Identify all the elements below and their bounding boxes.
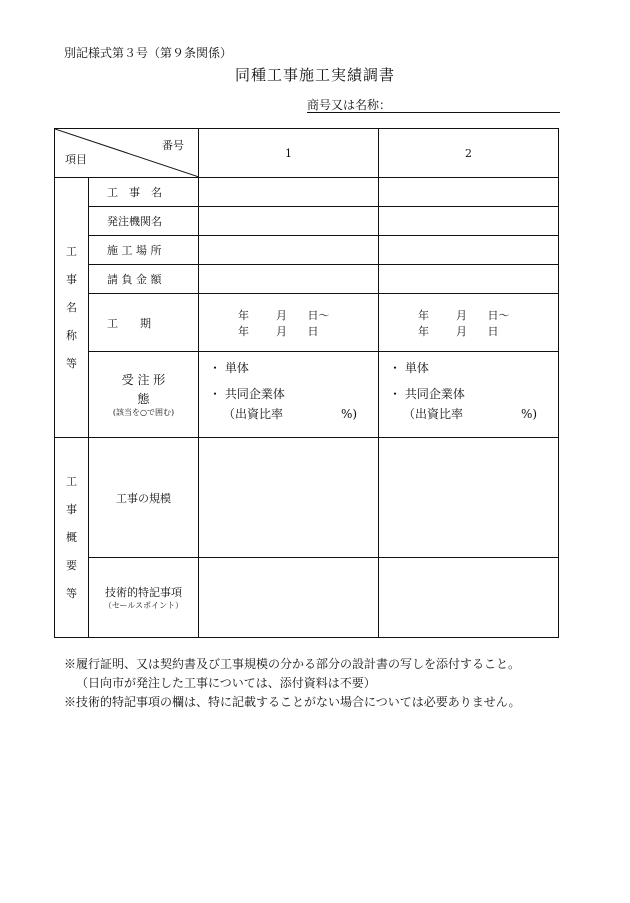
row-label-location: 施 工 場 所 [89,236,199,265]
row-label-work-name: 工 事 名 [89,178,199,207]
note-3: ※技術的特記事項の欄は、特に記載することがない場合については必要ありません。 [64,695,521,709]
column-header-2: 2 [379,129,559,178]
item-label: 項目 [65,153,87,166]
client-cell-2[interactable] [379,207,559,236]
row-label-client: 発注機関名 [89,207,199,236]
row-label-period: 工 期 [89,294,199,352]
header-diagonal-cell [55,129,199,178]
contract-type-cell-2[interactable]: ・ 単体 ・ 共同企業体 （出資比率 %) [379,352,559,438]
column-header-1: 1 [199,129,379,178]
location-cell-1[interactable] [199,236,379,265]
number-label: 番号 [162,139,184,152]
option-single[interactable]: ・ 単体 [209,361,249,375]
page-title: 同種工事施工実績調書 [234,66,395,84]
notes [64,655,624,712]
group-label-work-overview: 工 事 概 要 等 [55,438,89,638]
work-name-cell-1[interactable] [199,178,379,207]
client-cell-1[interactable] [199,207,379,236]
work-name-cell-2[interactable] [379,178,559,207]
form-id: 別記様式第３号（第９条関係） [64,46,233,60]
amount-cell-2[interactable] [379,265,559,294]
tech-notes-cell-2[interactable] [379,558,559,638]
row-label-amount: 請 負 金 額 [89,265,199,294]
contract-type-cell-1[interactable]: ・ 単体 ・ 共同企業体 （出資比率 %) [199,352,379,438]
row-label-contract-type: 受 注 形 態 (該当を○で囲む) [89,352,199,438]
company-name-field[interactable] [307,112,560,113]
note-2: （日向市が発注した工事については、添付資料は不要） [76,676,376,690]
amount-cell-1[interactable] [199,265,379,294]
performance-table [54,128,559,638]
group-label-work-name: 工 事 名 称 等 [55,178,89,438]
note-1: ※履行証明、又は契約書及び工事規模の分かる部分の設計書の写しを添付すること。 [64,657,521,671]
period-cell-1[interactable]: 年 月 日～ 年 月 日 [199,294,379,352]
scale-cell-2[interactable] [379,438,559,558]
location-cell-2[interactable] [379,236,559,265]
tech-notes-cell-1[interactable] [199,558,379,638]
scale-cell-1[interactable] [199,438,379,558]
row-label-tech-notes: 技術的特記事項 （セールスポイント） [89,558,199,638]
period-cell-2[interactable]: 年 月 日～ 年 月 日 [379,294,559,352]
option-jv[interactable]: ・ 共同企業体 [389,387,465,401]
option-single[interactable]: ・ 単体 [389,361,429,375]
option-jv[interactable]: ・ 共同企業体 [209,387,285,401]
company-name-label: 商号又は名称： [307,98,392,112]
row-label-scale: 工事の規模 [89,438,199,558]
